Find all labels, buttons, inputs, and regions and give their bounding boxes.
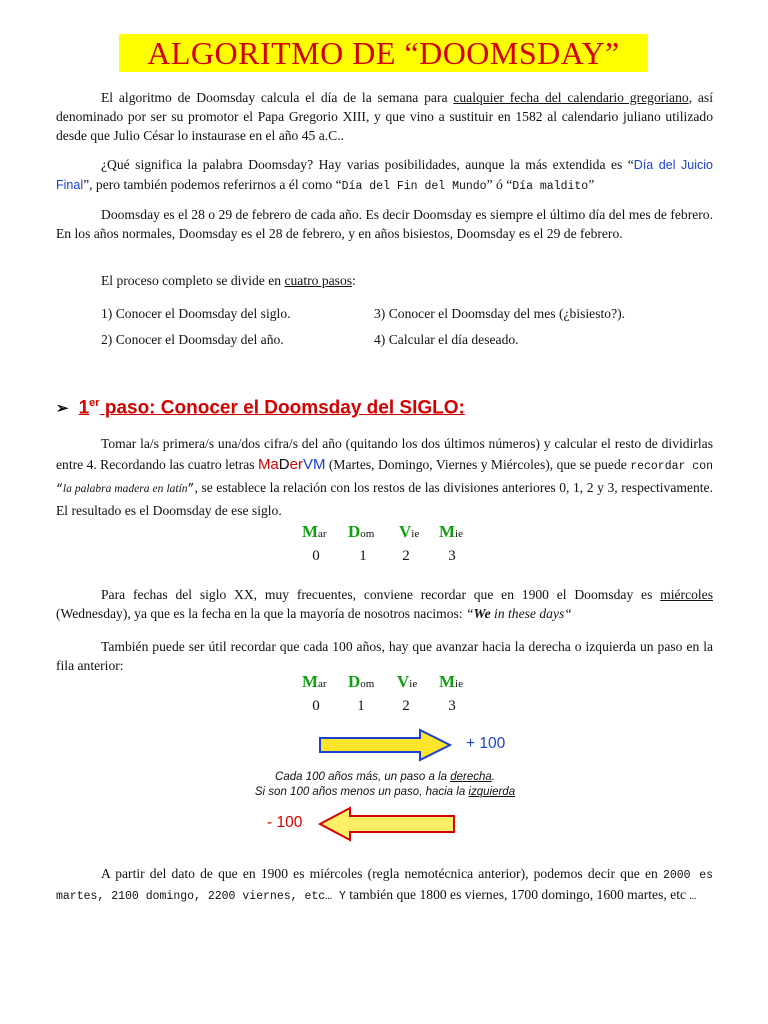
conclusion-text: A partir del dato de que en 1900 es miércoles (regla nemotécnica anterior), podemos decir que en <box>101 866 663 881</box>
day-num: 2 <box>402 698 410 714</box>
day-num: 1 <box>359 548 367 564</box>
izquierda: izquierda <box>468 786 516 798</box>
day-miercoles <box>439 672 485 692</box>
years-mono: 2000 es martes, 2100 domingo, 2200 viernes, etc… Y <box>56 869 713 903</box>
process-text: El proceso completo se divide en <box>101 273 285 288</box>
siglo-text-2: (Wednesday), ya que es la fecha en la que la mayoría de nosotros nacimos: <box>56 606 466 621</box>
quote-open: “ <box>465 606 474 621</box>
day-suffix: ie <box>455 678 463 690</box>
left-arrow-icon <box>318 806 458 842</box>
right-arrow-icon <box>318 728 454 762</box>
day-letter: V <box>397 672 410 691</box>
step1-text-2: (Martes, Domingo, Viernes y Miércoles), que se puede <box>325 457 631 472</box>
we-bold: We <box>473 606 491 621</box>
day-suffix: om <box>360 678 375 690</box>
calendar-link[interactable]: cualquier fecha del calendario gregoriano <box>453 90 689 105</box>
day-letter: D <box>348 522 361 541</box>
process-paragraph <box>56 271 713 290</box>
quote-close: ” <box>187 483 195 496</box>
mnemonic-d: D <box>278 456 290 473</box>
meaning-text-4: ” <box>588 177 595 192</box>
meaning-text: ¿Qué significa la palabra Doomsday? Hay varias posibilidades, aunque la más extendida es “ <box>101 157 634 172</box>
meaning-text-3: ” ó “ <box>486 177 513 192</box>
day-letter: M <box>439 522 456 541</box>
mnemonic-vm: VM <box>302 456 326 473</box>
step-2: 2) Conocer el Doomsday del año. <box>101 332 284 347</box>
day-viernes <box>397 672 443 692</box>
palabra-madera: la palabra madera en latín <box>62 483 188 495</box>
day-letter: M <box>302 522 319 541</box>
definition-paragraph <box>56 205 713 243</box>
caption-line-1 <box>180 770 590 785</box>
meaning-paragraph <box>56 155 713 196</box>
in-these-days: in these days <box>490 606 565 621</box>
siglo-text: Para fechas del siglo XX, muy frecuentes, conviene recordar que en 1900 el Doomsday es <box>101 587 661 602</box>
step-1: 1) Conocer el Doomsday del siglo. <box>101 306 291 321</box>
day-letter: M <box>439 672 456 691</box>
cada-100-paragraph <box>56 637 713 675</box>
step-4: 4) Calcular el día deseado. <box>374 332 519 347</box>
page-title: ALGORITMO DE “DOOMSDAY” <box>119 34 648 72</box>
day-suffix: ie <box>411 528 420 540</box>
day-num: 2 <box>402 548 410 564</box>
day-martes <box>302 522 348 542</box>
day-suffix: ie <box>455 528 463 540</box>
day-num: 3 <box>448 698 456 714</box>
day-num: 3 <box>448 548 456 564</box>
definition-text: Doomsday es el 28 o 29 de febrero de cada año. Es decir Doomsday es siempre el último día del mes de febrero. En los años normales, Doomsday es el 28 de febrero, y en años bisiestos, Doomsday es el 29 de febrero. <box>56 207 713 241</box>
cada-100-text: También puede ser útil recordar que cada 100 años, hay que avanzar hacia la derecha o izquierda un paso en la fila anterior: <box>56 639 713 673</box>
cuatro-pasos: cuatro pasos <box>284 273 353 288</box>
day-domingo <box>348 672 394 692</box>
minus-100-label: - 100 <box>267 814 303 831</box>
day-miercoles <box>439 522 485 542</box>
day-suffix: om <box>360 528 375 540</box>
mnemonic-ma: Ma <box>257 456 279 473</box>
caption-line-2 <box>180 785 590 800</box>
day-suffix: ar <box>318 678 327 690</box>
day-letter: M <box>302 672 319 691</box>
step1-text: Tomar la/s primera/s una/dos cifra/s del año (quitando los dos últimos números) y calcular el resto de dividirlas entre 4. Recordando las cuatro letras <box>56 436 713 472</box>
fin-del-mundo: Día del Fin del Mundo <box>341 180 487 193</box>
days-table-2 <box>302 672 482 722</box>
siglo-xx-paragraph <box>56 585 713 623</box>
heading-text: paso: Conocer el Doomsday del SIGLO: <box>99 397 465 419</box>
conclusion-text-2: también que 1800 es viernes, 1700 domingo, 1600 martes, etc <box>345 887 690 902</box>
quote-end: “ <box>564 606 572 621</box>
caption-period: . <box>491 771 495 783</box>
day-suffix: ie <box>409 678 418 690</box>
heading-sup: er <box>89 397 100 409</box>
derecha: derecha <box>450 771 492 783</box>
day-suffix: ar <box>318 528 327 540</box>
arrow-bullet-icon: ➢ <box>56 400 69 418</box>
plus-100-label: + 100 <box>466 735 506 752</box>
intro-paragraph <box>56 88 713 145</box>
recordar-con: recordar con “ <box>56 460 714 496</box>
day-letter: V <box>399 522 412 541</box>
process-colon: : <box>352 273 356 288</box>
mnemonic-er: er <box>289 456 303 473</box>
heading-number: 1 <box>78 397 90 419</box>
day-num: 0 <box>312 698 320 714</box>
ellipsis: … <box>689 890 697 903</box>
caption-text: Cada 100 años más, un paso a la <box>275 771 451 783</box>
day-domingo <box>348 522 394 542</box>
miercoles-underlined: miércoles <box>660 587 713 602</box>
step1-text-3: , se establece la relación con los restos de las divisiones anteriores 0, 1, 2 y 3, respectivamente. El resultado es el Doomsday de ese siglo. <box>56 480 713 518</box>
step1-paragraph <box>56 433 713 521</box>
intro-text-2: , así denominado por ser su promotor el Papa Gregorio XIII, y que vino a sustituir en 1582 al calendario juliano utilizado desde que Julio César lo instaurase en el año 45 a.C.. <box>56 90 714 143</box>
day-martes <box>302 672 348 692</box>
step-3: 3) Conocer el Doomsday del mes (¿bisiesto?). <box>374 306 626 321</box>
section-heading <box>56 397 465 419</box>
highlight-juicio-final: Día del Juicio Final <box>56 158 713 192</box>
days-table-1 <box>302 522 482 572</box>
meaning-text-2: ”, pero también podemos referirnos a él como “ <box>83 177 342 192</box>
day-num: 0 <box>312 548 320 564</box>
conclusion-paragraph <box>56 864 713 906</box>
day-letter: D <box>348 672 361 691</box>
intro-text: El algoritmo de Doomsday calcula el día de la semana para <box>101 90 454 105</box>
day-num: 1 <box>357 698 365 714</box>
dia-maldito: Día maldito <box>512 180 589 193</box>
caption-text: Si son 100 años menos un paso, hacia la <box>254 786 469 798</box>
